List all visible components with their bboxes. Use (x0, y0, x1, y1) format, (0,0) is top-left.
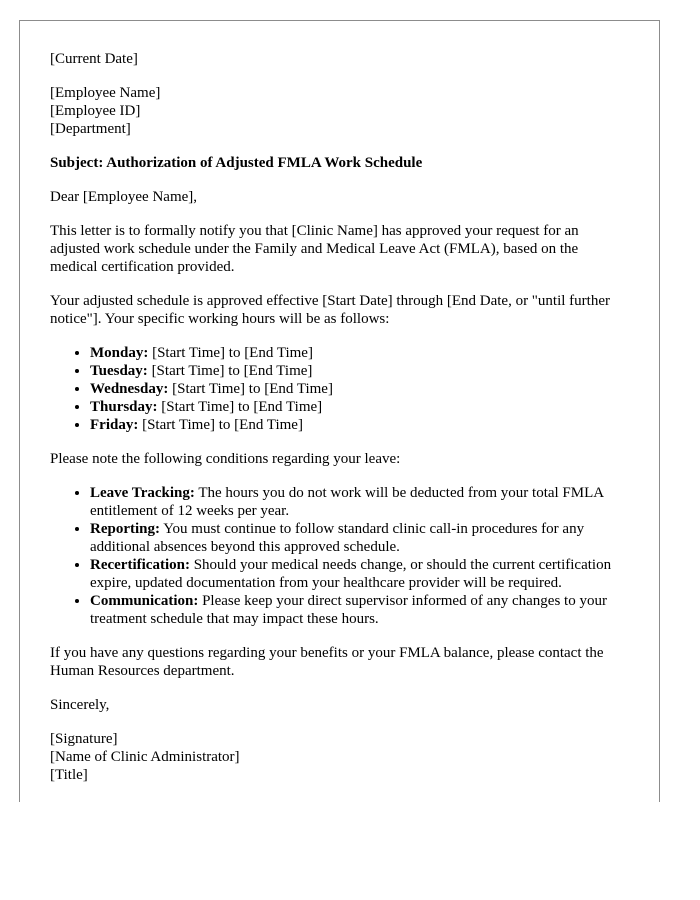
schedule-paragraph: Your adjusted schedule is approved effective [Start Date] through [End Date, or "until further notice"]. Your specific working hours will be as follows: (50, 293, 610, 327)
schedule-day: Monday: (90, 345, 149, 361)
schedule-day: Friday: (90, 417, 139, 433)
schedule-hours: [Start Time] to [End Time] (138, 417, 303, 433)
closing-paragraph: If you have any questions regarding your benefits or your FMLA balance, please contact the Human Resources department. (50, 645, 604, 679)
conditions-list (50, 484, 628, 628)
letter-page (19, 20, 660, 802)
recipient-department: [Department] (50, 121, 131, 137)
recipient-id: [Employee ID] (50, 103, 141, 119)
condition-text: Please keep your direct supervisor informed of any changes to your treatment schedule that may impact these hours. (90, 593, 607, 627)
letter-date: [Current Date] (50, 51, 138, 67)
condition-term: Recertification: (90, 557, 190, 573)
signature-block (50, 730, 628, 784)
schedule-item-wednesday (90, 380, 628, 398)
schedule-day: Tuesday: (90, 363, 148, 379)
condition-reporting (90, 520, 628, 556)
conditions-intro: Please note the following conditions regarding your leave: (50, 451, 401, 467)
schedule-item-friday (90, 416, 628, 434)
condition-text: Should your medical needs change, or should the current certification expire, updated documentation from your healthcare provider will be required. (90, 557, 612, 591)
schedule-hours: [Start Time] to [End Time] (148, 345, 313, 361)
schedule-hours: [Start Time] to [End Time] (157, 399, 323, 415)
letter-body (50, 50, 628, 800)
condition-term: Communication: (90, 593, 199, 609)
schedule-day: Thursday: (90, 399, 158, 415)
recipient-block (50, 84, 628, 138)
condition-text: You must continue to follow standard clinic call-in procedures for any additional absences beyond this approved schedule. (90, 521, 585, 555)
schedule-item-tuesday (90, 362, 628, 380)
schedule-hours: [Start Time] to [End Time] (147, 363, 313, 379)
intro-paragraph: This letter is to formally notify you that [Clinic Name] has approved your request for an adjusted work schedule under the Family and Medical Leave Act (FMLA), based on the medical certification provided. (50, 223, 579, 275)
schedule-hours: [Start Time] to [End Time] (168, 381, 333, 397)
letter-subject: Subject: Authorization of Adjusted FMLA Work Schedule (50, 155, 423, 171)
condition-term: Leave Tracking: (90, 485, 195, 501)
schedule-day: Wednesday: (90, 381, 169, 397)
administrator-name: [Name of Clinic Administrator] (50, 749, 240, 765)
schedule-list (50, 344, 628, 434)
schedule-item-thursday (90, 398, 628, 416)
recipient-name: [Employee Name] (50, 85, 161, 101)
signoff: Sincerely, (50, 697, 110, 713)
schedule-item-monday (90, 344, 628, 362)
salutation: Dear [Employee Name], (50, 189, 198, 205)
condition-recertification (90, 556, 628, 592)
signature-line: [Signature] (50, 731, 118, 747)
condition-term: Reporting: (90, 521, 160, 537)
condition-communication (90, 592, 628, 628)
condition-text: The hours you do not work will be deducted from your total FMLA entitlement of 12 weeks per year. (90, 485, 604, 519)
condition-leave-tracking (90, 484, 628, 520)
administrator-title: [Title] (50, 767, 88, 783)
